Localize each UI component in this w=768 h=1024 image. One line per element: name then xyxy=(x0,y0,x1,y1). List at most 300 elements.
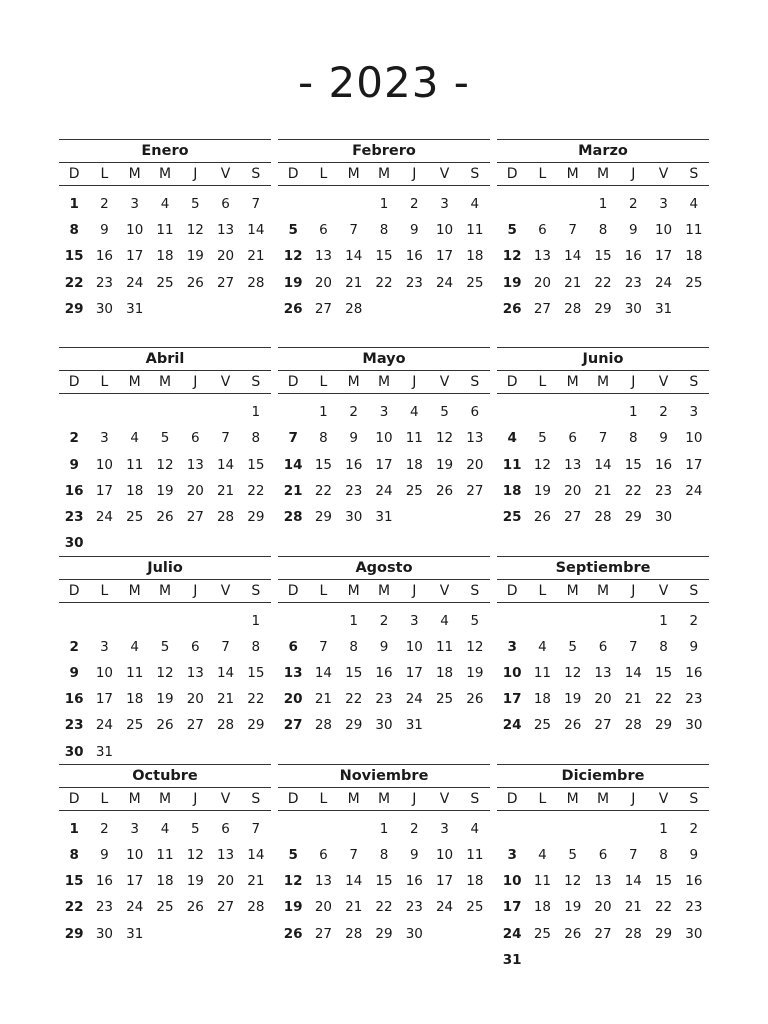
empty-cell xyxy=(497,608,527,634)
day-cell: 21 xyxy=(345,899,363,916)
weekday-header xyxy=(497,580,709,603)
day-cell: 10 xyxy=(654,222,673,239)
weekday-label: S xyxy=(689,790,699,807)
day-cell: 7 xyxy=(628,847,638,864)
empty-cell xyxy=(89,399,119,425)
day-cell: 19 xyxy=(283,899,303,916)
empty-cell xyxy=(497,816,527,842)
day-cell: 15 xyxy=(654,873,673,890)
day-cell: 24 xyxy=(502,717,522,734)
day-cell: 3 xyxy=(409,612,419,629)
day-cell: 13 xyxy=(594,664,612,681)
weekday-label: J xyxy=(631,582,636,599)
day-cell: 3 xyxy=(130,820,139,837)
weekday-header xyxy=(59,580,271,603)
day-cell: 7 xyxy=(349,847,358,864)
day-cell: 9 xyxy=(628,222,638,239)
day-cell: 4 xyxy=(538,638,547,655)
weekday-label: M xyxy=(596,790,610,807)
day-grid xyxy=(59,816,271,947)
day-cell: 11 xyxy=(126,456,144,473)
day-cell: 29 xyxy=(654,717,673,734)
day-cell: 26 xyxy=(564,925,582,942)
day-cell: 16 xyxy=(64,691,84,708)
day-cell: 28 xyxy=(624,925,642,942)
day-cell: 15 xyxy=(654,664,673,681)
month-agosto xyxy=(278,556,490,764)
weekday-label: L xyxy=(100,166,109,182)
day-cell: 30 xyxy=(405,925,423,942)
day-cell: 4 xyxy=(130,430,139,447)
day-cell: 25 xyxy=(405,482,423,499)
day-cell: 18 xyxy=(156,873,174,890)
empty-cell xyxy=(278,191,308,217)
weekday-label: M xyxy=(347,790,360,807)
weekday-label: D xyxy=(68,166,80,182)
day-cell: 4 xyxy=(470,196,480,212)
day-cell: 26 xyxy=(186,274,204,291)
day-cell: 20 xyxy=(186,482,204,499)
weekday-label: M xyxy=(566,166,579,182)
day-cell: 29 xyxy=(64,300,84,317)
empty-cell xyxy=(180,399,210,425)
day-cell: 13 xyxy=(314,248,333,265)
day-cell: 7 xyxy=(598,430,608,447)
weekday-label: J xyxy=(631,374,636,391)
day-cell: 5 xyxy=(538,430,547,447)
day-cell: 24 xyxy=(375,482,393,499)
day-cell: 5 xyxy=(160,638,170,655)
day-cell: 30 xyxy=(685,925,703,942)
day-cell: 24 xyxy=(435,899,454,916)
day-cell: 15 xyxy=(64,873,84,890)
day-cell: 28 xyxy=(283,509,303,526)
weekday-label: D xyxy=(68,790,80,807)
day-cell: 25 xyxy=(435,691,454,708)
month-diciembre xyxy=(497,764,709,972)
day-cell: 10 xyxy=(435,847,454,864)
empty-cell xyxy=(308,608,338,634)
day-cell: 24 xyxy=(126,899,144,916)
day-cell: 31 xyxy=(126,300,144,317)
weekday-label: J xyxy=(193,582,198,599)
weekday-header xyxy=(278,788,490,811)
day-cell: 12 xyxy=(466,638,484,655)
weekday-label: V xyxy=(439,374,450,391)
weekday-header xyxy=(59,371,271,394)
day-cell: 30 xyxy=(64,743,84,760)
day-cell: 3 xyxy=(100,638,109,655)
day-cell: 18 xyxy=(156,248,174,265)
weekday-label: V xyxy=(658,374,669,391)
month-row xyxy=(59,347,709,555)
day-cell: 10 xyxy=(95,664,114,681)
weekday-header xyxy=(278,580,490,603)
weekday-label: S xyxy=(689,582,699,599)
day-cell: 26 xyxy=(435,482,454,499)
weekday-label: D xyxy=(287,374,299,391)
day-cell: 19 xyxy=(156,482,174,499)
day-cell: 9 xyxy=(689,847,699,864)
day-cell: 21 xyxy=(216,691,235,708)
empty-cell xyxy=(210,399,240,425)
day-cell: 17 xyxy=(126,873,144,890)
day-cell: 16 xyxy=(95,248,114,265)
weekday-label: V xyxy=(439,582,450,599)
month-julio xyxy=(59,556,271,764)
empty-cell xyxy=(339,816,369,842)
empty-cell xyxy=(558,816,588,842)
day-cell: 13 xyxy=(533,248,552,265)
empty-cell xyxy=(308,816,338,842)
day-cell: 14 xyxy=(564,248,582,265)
day-cell: 2 xyxy=(100,820,109,837)
day-cell: 26 xyxy=(533,509,552,526)
day-cell: 27 xyxy=(186,509,204,526)
day-cell: 20 xyxy=(186,691,204,708)
weekday-header xyxy=(497,788,709,811)
month-enero xyxy=(59,139,271,347)
weekday-label: J xyxy=(631,790,636,807)
day-cell: 9 xyxy=(69,664,79,681)
weekday-label: D xyxy=(506,374,518,391)
day-cell: 16 xyxy=(64,482,84,499)
weekday-label: V xyxy=(220,790,231,807)
day-cell: 13 xyxy=(466,430,484,447)
day-cell: 5 xyxy=(288,222,298,239)
day-cell: 19 xyxy=(564,899,582,916)
weekday-header xyxy=(59,788,271,811)
day-cell: 23 xyxy=(375,691,393,708)
day-cell: 25 xyxy=(685,274,703,291)
day-cell: 7 xyxy=(251,196,261,212)
month-name: Noviembre xyxy=(278,764,490,788)
weekday-label: M xyxy=(377,790,391,807)
day-cell: 6 xyxy=(568,430,577,447)
day-cell: 23 xyxy=(685,691,703,708)
weekday-label: V xyxy=(658,790,669,807)
day-cell: 14 xyxy=(624,664,642,681)
weekday-label: L xyxy=(538,790,547,807)
day-cell: 22 xyxy=(345,691,363,708)
day-cell: 21 xyxy=(624,691,642,708)
day-cell: 20 xyxy=(314,899,333,916)
weekday-label: S xyxy=(470,582,480,599)
weekday-label: D xyxy=(287,166,299,182)
day-cell: 29 xyxy=(345,717,363,734)
weekday-label: L xyxy=(538,582,547,599)
day-cell: 10 xyxy=(95,456,114,473)
day-cell: 28 xyxy=(216,717,235,734)
day-cell: 12 xyxy=(156,456,174,473)
empty-cell xyxy=(180,608,210,634)
day-cell: 22 xyxy=(247,482,265,499)
day-cell: 2 xyxy=(349,404,358,421)
day-cell: 28 xyxy=(345,300,363,317)
day-cell: 17 xyxy=(126,248,144,265)
day-cell: 13 xyxy=(216,847,235,864)
month-name: Mayo xyxy=(278,347,490,371)
day-cell: 23 xyxy=(654,482,673,499)
day-cell: 24 xyxy=(435,274,454,291)
month-name: Diciembre xyxy=(497,764,709,788)
month-septiembre xyxy=(497,556,709,764)
day-grid xyxy=(497,191,709,322)
month-name: Septiembre xyxy=(497,556,709,580)
day-cell: 21 xyxy=(247,873,265,890)
weekday-label: L xyxy=(319,790,328,807)
day-grid xyxy=(497,399,709,530)
day-cell: 23 xyxy=(64,717,84,734)
day-cell: 14 xyxy=(314,664,333,681)
day-cell: 12 xyxy=(502,248,522,265)
day-cell: 22 xyxy=(375,899,393,916)
day-grid xyxy=(278,399,490,530)
day-cell: 27 xyxy=(216,899,235,916)
day-cell: 27 xyxy=(314,300,333,317)
weekday-label: J xyxy=(412,790,417,807)
weekday-label: S xyxy=(470,166,480,182)
day-cell: 11 xyxy=(405,430,423,447)
day-cell: 8 xyxy=(379,222,389,239)
day-cell: 22 xyxy=(64,274,84,291)
day-cell: 4 xyxy=(470,820,480,837)
day-cell: 27 xyxy=(314,925,333,942)
weekday-label: M xyxy=(158,790,172,807)
day-cell: 3 xyxy=(440,820,449,837)
weekday-label: V xyxy=(220,374,231,391)
day-cell: 13 xyxy=(594,873,612,890)
day-cell: 8 xyxy=(659,847,668,864)
day-cell: 17 xyxy=(375,456,393,473)
day-cell: 19 xyxy=(533,482,552,499)
day-cell: 3 xyxy=(507,638,517,655)
weekday-label: J xyxy=(193,790,198,807)
day-cell: 5 xyxy=(190,196,200,212)
empty-cell xyxy=(588,399,618,425)
empty-cell xyxy=(618,608,648,634)
weekday-label: L xyxy=(538,166,547,182)
day-cell: 14 xyxy=(345,248,363,265)
day-cell: 16 xyxy=(685,664,703,681)
day-cell: 18 xyxy=(685,248,703,265)
day-cell: 9 xyxy=(100,847,109,864)
day-cell: 4 xyxy=(160,196,170,212)
day-cell: 28 xyxy=(345,925,363,942)
day-cell: 16 xyxy=(685,873,703,890)
empty-cell xyxy=(618,816,648,842)
day-cell: 1 xyxy=(349,612,358,629)
day-cell: 29 xyxy=(654,925,673,942)
day-cell: 10 xyxy=(126,222,144,239)
weekday-label: M xyxy=(566,790,579,807)
day-cell: 23 xyxy=(405,899,423,916)
day-cell: 6 xyxy=(221,820,230,837)
weekday-label: J xyxy=(412,374,417,391)
day-cell: 22 xyxy=(654,691,673,708)
day-cell: 26 xyxy=(283,925,303,942)
day-cell: 6 xyxy=(598,847,608,864)
weekday-label: D xyxy=(506,790,518,807)
day-cell: 2 xyxy=(689,612,699,629)
day-cell: 7 xyxy=(221,638,230,655)
weekday-header xyxy=(497,371,709,394)
weekday-label: M xyxy=(158,166,172,182)
day-cell: 18 xyxy=(533,691,552,708)
day-cell: 28 xyxy=(564,300,582,317)
day-cell: 11 xyxy=(533,873,552,890)
day-cell: 19 xyxy=(283,274,303,291)
day-grid xyxy=(59,608,271,765)
day-cell: 8 xyxy=(659,638,668,655)
weekday-label: M xyxy=(377,166,391,182)
weekday-label: S xyxy=(251,790,261,807)
day-cell: 4 xyxy=(507,430,517,447)
weekday-label: M xyxy=(158,582,172,599)
calendar-grid xyxy=(59,139,709,972)
day-cell: 23 xyxy=(685,899,703,916)
day-cell: 4 xyxy=(130,638,139,655)
day-cell: 20 xyxy=(533,274,552,291)
day-cell: 28 xyxy=(594,509,612,526)
day-cell: 15 xyxy=(375,873,393,890)
empty-cell xyxy=(308,191,338,217)
day-cell: 25 xyxy=(126,509,144,526)
day-cell: 19 xyxy=(435,456,454,473)
weekday-label: M xyxy=(596,582,610,599)
weekday-label: M xyxy=(347,582,360,599)
weekday-label: L xyxy=(100,582,109,599)
day-cell: 6 xyxy=(319,222,328,239)
day-cell: 26 xyxy=(186,899,204,916)
day-cell: 3 xyxy=(659,196,668,212)
day-cell: 5 xyxy=(470,612,480,629)
day-cell: 30 xyxy=(95,925,114,942)
day-cell: 17 xyxy=(95,482,114,499)
day-cell: 11 xyxy=(156,847,174,864)
empty-cell xyxy=(558,191,588,217)
day-cell: 8 xyxy=(349,638,358,655)
empty-cell xyxy=(339,191,369,217)
empty-cell xyxy=(120,399,150,425)
day-cell: 19 xyxy=(564,691,582,708)
day-cell: 5 xyxy=(568,847,577,864)
day-cell: 30 xyxy=(624,300,642,317)
empty-cell xyxy=(497,191,527,217)
empty-cell xyxy=(89,608,119,634)
day-cell: 27 xyxy=(594,925,612,942)
day-grid xyxy=(278,608,490,739)
day-cell: 21 xyxy=(624,899,642,916)
weekday-label: D xyxy=(287,582,299,599)
day-cell: 13 xyxy=(314,873,333,890)
day-cell: 31 xyxy=(95,743,114,760)
day-cell: 20 xyxy=(314,274,333,291)
day-cell: 17 xyxy=(502,899,522,916)
day-cell: 12 xyxy=(283,248,303,265)
empty-cell xyxy=(150,608,180,634)
day-cell: 18 xyxy=(435,664,454,681)
day-cell: 28 xyxy=(247,899,265,916)
day-cell: 22 xyxy=(247,691,265,708)
day-cell: 15 xyxy=(594,248,612,265)
month-row xyxy=(59,139,709,347)
day-cell: 29 xyxy=(624,509,642,526)
day-cell: 27 xyxy=(533,300,552,317)
day-cell: 6 xyxy=(598,638,608,655)
day-cell: 6 xyxy=(221,196,230,212)
day-cell: 25 xyxy=(533,925,552,942)
day-cell: 28 xyxy=(216,509,235,526)
day-cell: 4 xyxy=(689,196,699,212)
day-cell: 12 xyxy=(283,873,303,890)
weekday-label: M xyxy=(347,374,360,391)
day-grid xyxy=(497,608,709,739)
day-cell: 25 xyxy=(126,717,144,734)
day-cell: 27 xyxy=(283,717,303,734)
day-cell: 1 xyxy=(628,404,638,421)
weekday-label: J xyxy=(193,374,198,391)
day-cell: 18 xyxy=(533,899,552,916)
day-cell: 18 xyxy=(405,456,423,473)
day-cell: 2 xyxy=(409,820,419,837)
day-cell: 11 xyxy=(685,222,703,239)
day-cell: 26 xyxy=(466,691,484,708)
weekday-label: M xyxy=(566,374,579,391)
day-cell: 16 xyxy=(345,456,363,473)
day-cell: 21 xyxy=(216,482,235,499)
day-cell: 13 xyxy=(564,456,582,473)
day-cell: 30 xyxy=(345,509,363,526)
day-cell: 20 xyxy=(216,873,235,890)
day-cell: 24 xyxy=(95,509,114,526)
day-cell: 9 xyxy=(659,430,668,447)
day-grid xyxy=(278,191,490,322)
day-cell: 2 xyxy=(409,196,419,212)
day-cell: 10 xyxy=(435,222,454,239)
day-cell: 2 xyxy=(628,196,638,212)
day-cell: 27 xyxy=(594,717,612,734)
day-grid xyxy=(497,816,709,973)
day-cell: 14 xyxy=(345,873,363,890)
day-cell: 27 xyxy=(216,274,235,291)
day-cell: 2 xyxy=(379,612,389,629)
day-cell: 13 xyxy=(283,664,303,681)
month-febrero xyxy=(278,139,490,347)
day-cell: 18 xyxy=(126,691,144,708)
year-title: - 2023 - xyxy=(298,58,470,107)
day-cell: 16 xyxy=(654,456,673,473)
weekday-label: D xyxy=(506,166,518,182)
month-name: Octubre xyxy=(59,764,271,788)
day-cell: 22 xyxy=(64,899,84,916)
day-cell: 15 xyxy=(64,248,84,265)
day-cell: 3 xyxy=(130,196,139,212)
day-cell: 23 xyxy=(405,274,423,291)
day-cell: 20 xyxy=(283,691,303,708)
day-cell: 18 xyxy=(466,248,484,265)
day-grid xyxy=(59,399,271,556)
day-cell: 1 xyxy=(69,196,79,212)
day-cell: 31 xyxy=(405,717,423,734)
weekday-label: M xyxy=(128,582,141,599)
day-cell: 2 xyxy=(689,820,699,837)
day-cell: 15 xyxy=(624,456,642,473)
day-cell: 26 xyxy=(564,717,582,734)
month-octubre xyxy=(59,764,271,972)
day-cell: 18 xyxy=(502,482,522,499)
weekday-label: L xyxy=(319,582,328,599)
